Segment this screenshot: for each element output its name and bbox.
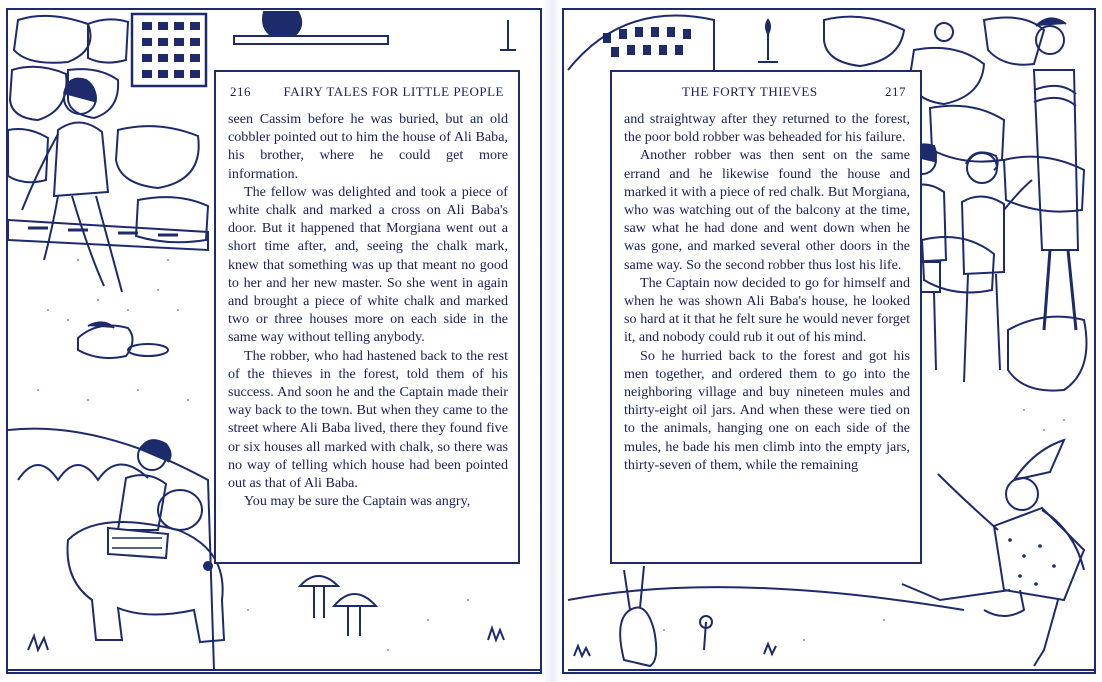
left-page	[6, 8, 542, 674]
left-running-header	[230, 84, 504, 100]
right-paragraph-1: and straightway after they returned to the forest, the poor bold robber was beheaded for his failure.	[624, 111, 910, 146]
right-page	[562, 8, 1096, 674]
left-paragraph-2: The fellow was delighted and took a piece of white chalk and marked a cross on Ali Baba's door. But it happened that Morgiana went out a short time after, and, seeing the chalk mark, knew that something was up that meant no good to her and her new master. So she went in again and brought a piece of white chalk and marked two or three houses more on each side in the same way without telling anybody.	[228, 183, 508, 346]
right-paragraph-2: Another robber was then sent on the same errand and he likewise found the house and marked it with a piece of red chalk. But Morgiana, who was watching out of the balcony at the time, saw what he had done and went down when he was gone, and marked several other doors in the same way. So the second robber thus lost his life.	[624, 147, 910, 273]
right-page-number: 217	[885, 84, 906, 99]
left-paragraph-1: seen Cassim before he was buried, but an old cobbler pointed out to him the house of Ali Baba, his brother, where he could get more information.	[228, 111, 508, 182]
left-paragraph-3: The robber, who had hastened back to the rest of the thieves in the forest, told them of his success. And soon he and the Captain made their way back to the town. But when they came to the street where Ali Baba lived, there they found five or six houses all marked with chalk, so there was no way of telling which house had been pointed out as that of Ali Baba.	[228, 347, 508, 492]
right-running-header	[626, 84, 906, 100]
left-text-panel	[214, 70, 520, 564]
left-page-number: 216	[230, 84, 251, 99]
right-text-panel	[610, 70, 922, 564]
right-paragraph-4: So he hurried back to the forest and got his men together, and ordered them to go into the neighboring village and buy nineteen mules and thirty-eight oil jars. And when these were tied on to the animals, hanging one on each side of the mules, he bade his men climb into the empty jars, thirty-seven of them, while the remaining	[624, 347, 910, 473]
left-running-head: FAIRY TALES FOR LITTLE PEOPLE	[283, 84, 504, 99]
right-body-text	[624, 110, 910, 474]
left-body-text	[228, 110, 508, 510]
left-paragraph-4: You may be sure the Captain was angry,	[244, 493, 471, 510]
right-running-head: THE FORTY THIEVES	[682, 84, 818, 99]
right-paragraph-3: The Captain now decided to go for himself and when he was shown Ali Baba's house, he looked so hard at it that he felt sure he would never forget it, and nobody could rub it out of his mind.	[624, 274, 910, 346]
book-gutter	[542, 0, 562, 682]
